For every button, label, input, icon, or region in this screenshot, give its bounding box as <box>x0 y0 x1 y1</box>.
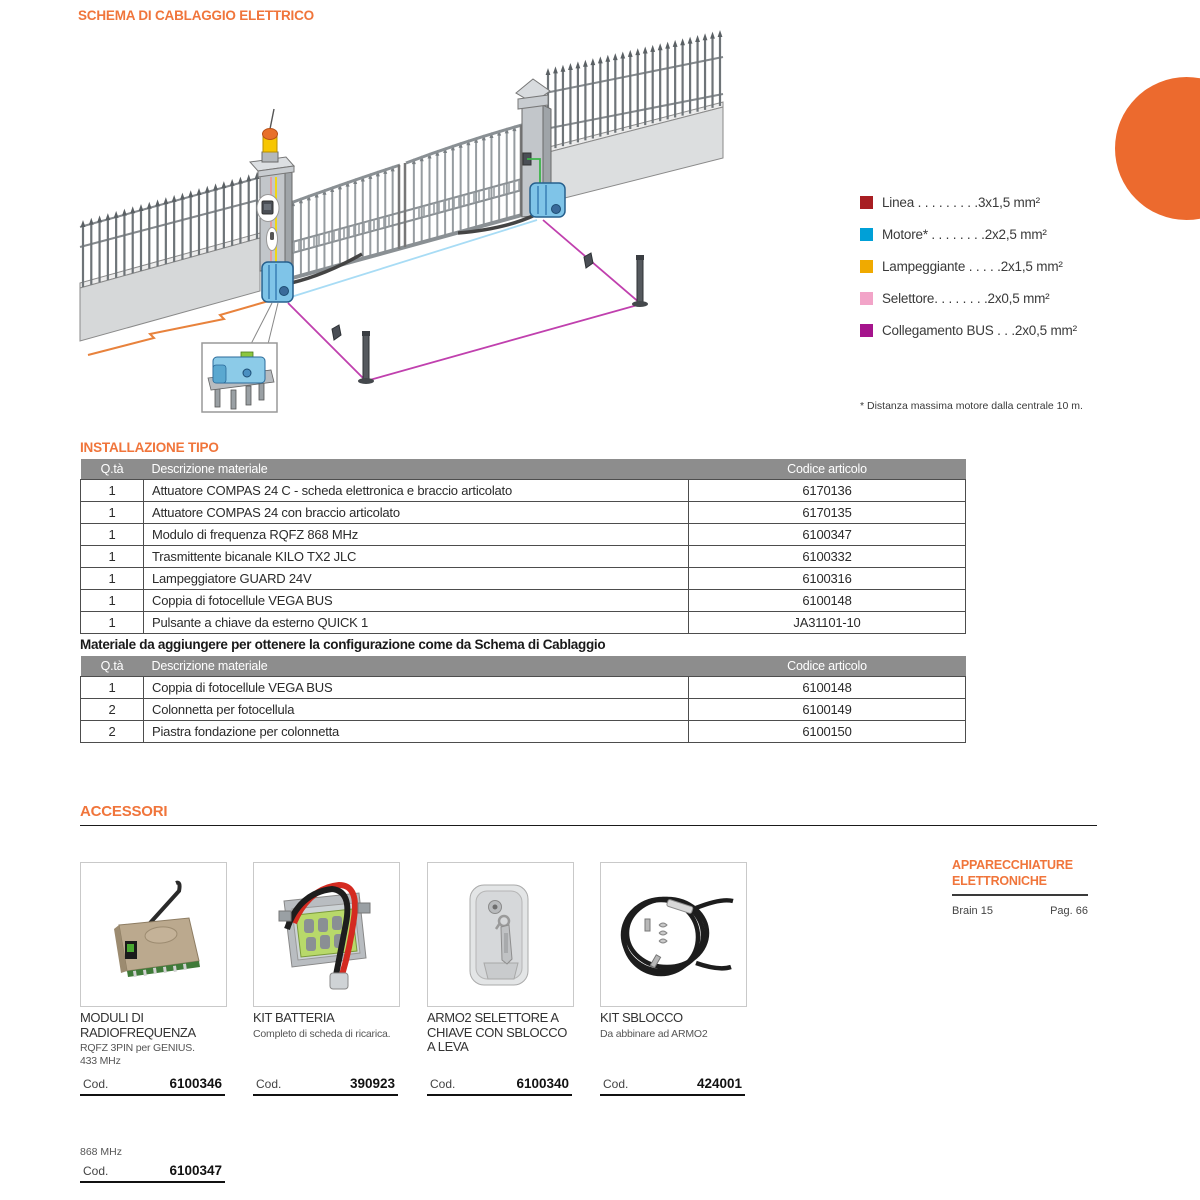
product-image-radio-module <box>80 862 227 1007</box>
article-code-cell: 6100150 <box>689 721 966 743</box>
column-header: Descrizione materiale <box>144 459 689 480</box>
product-info-radio-module <box>80 1011 230 1068</box>
product-info-armo2 <box>427 1011 567 1055</box>
description-cell: Coppia di fotocellule VEGA BUS <box>144 677 689 699</box>
legend-item: Collegamento BUS . . .2x0,5 mm² <box>860 314 1090 346</box>
article-code-cell: 6100332 <box>689 546 966 568</box>
product-info-battery-kit <box>253 1011 403 1041</box>
description-cell: Pulsante a chiave da esterno QUICK 1 <box>144 612 689 634</box>
description-cell: Trasmittente bicanale KILO TX2 JLC <box>144 546 689 568</box>
wiring-legend <box>860 186 1090 346</box>
section-title-installazione: INSTALLAZIONE TIPO <box>80 440 219 455</box>
column-header: Codice articolo <box>689 459 966 480</box>
article-code-cell: 6100347 <box>689 524 966 546</box>
legend-swatch-lampeggiante <box>860 260 873 273</box>
article-code-cell: 6170135 <box>689 502 966 524</box>
product-image-release-kit <box>600 862 747 1007</box>
qty-cell: 2 <box>81 699 144 721</box>
qty-cell: 1 <box>81 546 144 568</box>
column-header: Q.tà <box>81 459 144 480</box>
table-row <box>81 546 966 568</box>
qty-cell: 1 <box>81 612 144 634</box>
accessori-divider <box>80 825 1097 826</box>
article-code-cell: 6100316 <box>689 568 966 590</box>
legend-item: Selettore. . . . . . . .2x0,5 mm² <box>860 282 1090 314</box>
product-code: 6100340 <box>516 1076 569 1091</box>
legend-swatch-motore <box>860 228 873 241</box>
leader-line <box>268 303 278 344</box>
product-info-release-kit <box>600 1011 750 1041</box>
product-code-row <box>427 1076 572 1096</box>
variant-label: 868 MHz <box>80 1146 123 1158</box>
column-header: Descrizione materiale <box>144 656 689 677</box>
qty-cell: 1 <box>81 524 144 546</box>
installazione-table <box>80 459 965 634</box>
column-header: Q.tà <box>81 656 144 677</box>
description-cell: Piastra fondazione per colonnetta <box>144 721 689 743</box>
product-name: MODULI DI RADIOFREQUENZA <box>80 1010 196 1040</box>
table-row <box>81 480 966 502</box>
cross-reference-product: Brain 15 <box>952 905 993 918</box>
table-row <box>81 721 966 743</box>
article-code-cell: 6170136 <box>689 480 966 502</box>
key-selector <box>267 228 278 251</box>
product-image-battery-kit <box>253 862 400 1007</box>
description-cell: Colonnetta per fotocellula <box>144 699 689 721</box>
product-image-armo2-selector <box>427 862 574 1007</box>
qty-cell: 1 <box>81 480 144 502</box>
product-description: Completo di scheda di ricarica. <box>253 1027 391 1040</box>
description-cell: Attuatore COMPAS 24 con braccio articolato <box>144 502 689 524</box>
legend-swatch-linea <box>860 196 873 209</box>
table-row <box>81 677 966 699</box>
legend-footnote: * Distanza massima motore dalla centrale 10 m. <box>860 400 1083 412</box>
product-code: 6100346 <box>169 1076 222 1091</box>
cod-label: Cod. <box>430 1077 456 1091</box>
product-code: 390923 <box>349 1076 395 1091</box>
cod-label: Cod. <box>83 1164 109 1178</box>
product-code: 6100347 <box>169 1163 222 1178</box>
article-code-cell: 6100148 <box>689 590 966 612</box>
product-code-row <box>80 1076 225 1096</box>
operator-detail-inset <box>202 343 277 412</box>
qty-cell: 1 <box>81 568 144 590</box>
qty-cell: 1 <box>81 590 144 612</box>
product-name: KIT SBLOCCO <box>600 1010 683 1025</box>
right-fence-wall <box>545 102 723 203</box>
table-row <box>81 524 966 546</box>
legend-item: Linea . . . . . . . . .3x1,5 mm² <box>860 186 1090 218</box>
product-code: 424001 <box>696 1076 742 1091</box>
table-row <box>81 568 966 590</box>
article-code-cell: JA31101-10 <box>689 612 966 634</box>
photocell-small-left <box>332 325 341 340</box>
article-code-cell: 6100149 <box>689 699 966 721</box>
product-code-row <box>253 1076 398 1096</box>
table-row <box>81 699 966 721</box>
section-title-accessori: ACCESSORI <box>80 803 168 820</box>
product-description: Da abbinare ad ARMO2 <box>600 1027 708 1040</box>
product-name: KIT BATTERIA <box>253 1010 335 1025</box>
description-cell: Lampeggiatore GUARD 24V <box>144 568 689 590</box>
article-code-cell: 6100148 <box>689 677 966 699</box>
legend-item: Lampeggiante . . . . .2x1,5 mm² <box>860 250 1090 282</box>
page-corner-decoration <box>1115 77 1200 220</box>
pillar-photocell <box>257 195 279 222</box>
cross-reference-panel <box>952 858 1092 917</box>
leader-line <box>251 303 272 344</box>
legend-item: Motore* . . . . . . . .2x2,5 mm² <box>860 218 1090 250</box>
table-row <box>81 590 966 612</box>
product-description: RQFZ 3PIN per GENIUS. <box>80 1042 195 1055</box>
materiale-table <box>80 656 965 743</box>
description-cell: Attuatore COMPAS 24 C - scheda elettronica e braccio articolato <box>144 480 689 502</box>
variant-code-row <box>80 1163 225 1183</box>
qty-cell: 2 <box>81 721 144 743</box>
bus-wire-magenta <box>288 220 641 381</box>
product-description: 433 MHz <box>80 1055 121 1068</box>
legend-swatch-bus <box>860 324 873 337</box>
cod-label: Cod. <box>83 1077 109 1091</box>
cod-label: Cod. <box>603 1077 629 1091</box>
cod-label: Cod. <box>256 1077 282 1091</box>
description-cell: Modulo di frequenza RQFZ 868 MHz <box>144 524 689 546</box>
cross-reference-divider <box>952 894 1088 896</box>
qty-cell: 1 <box>81 502 144 524</box>
page-title: SCHEMA DI CABLAGGIO ELETTRICO <box>78 8 314 23</box>
description-cell: Coppia di fotocellule VEGA BUS <box>144 590 689 612</box>
product-code-row <box>600 1076 745 1096</box>
legend-swatch-selettore <box>860 292 873 305</box>
materiale-caption: Materiale da aggiungere per ottenere la configurazione come da Schema di Cablaggio <box>80 637 606 652</box>
table-row <box>81 612 966 634</box>
qty-cell: 1 <box>81 677 144 699</box>
flashing-lamp-beacon <box>262 109 278 162</box>
wiring-diagram-illustration <box>75 25 875 435</box>
column-header: Codice articolo <box>689 656 966 677</box>
cross-reference-page: Pag. 66 <box>1050 905 1088 918</box>
table-row <box>81 502 966 524</box>
cross-reference-title: APPARECCHIATURE ELETTRONICHE <box>952 858 1073 888</box>
product-name: ARMO2 SELETTORE A CHIAVE CON SBLOCCO A LEVA <box>427 1010 567 1055</box>
double-swing-gate <box>285 125 522 281</box>
